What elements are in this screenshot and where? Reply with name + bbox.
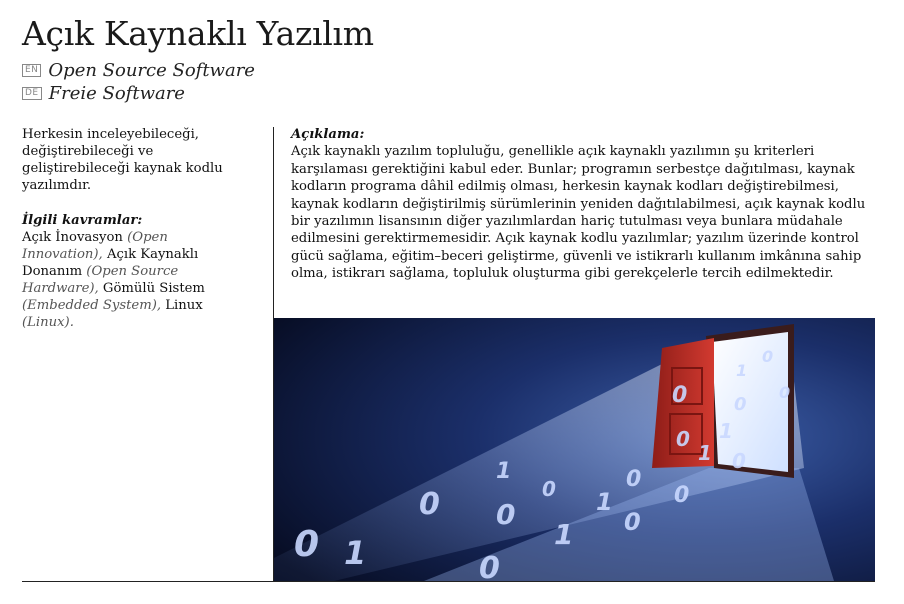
translation-text-de: Freie Software: [48, 83, 185, 104]
concept-tr: Gömülü Sistem: [102, 281, 205, 296]
description-block: [291, 126, 871, 283]
left-column: [22, 126, 250, 331]
bottom-rule: [22, 581, 875, 582]
concept-tr: Linux: [165, 298, 203, 313]
svg-text:0: 0: [674, 483, 690, 508]
page-title: Açık Kaynaklı Yazılım: [22, 14, 374, 53]
concept-en: (Linux).: [22, 315, 74, 330]
svg-text:0: 0: [672, 383, 688, 408]
description-body: Açık kaynaklı yazılım topluluğu, genellikle açık kaynaklı yazılımın şu kriterleri karşılaması gerektiğini kabul eder. Bunlar; programın serbestçe dağıtılması, kaynak kodların programa dâhil edilmiş olması, herkesin kaynak kodları değiştirebilmesi, kaynak kodların değiştirilmiş sürümlerinin yeniden dağıtılabilmesi, açık kaynak kodlu bir yazılımın lisansının diğer yazılımlardan hariç tutulması veya bunlara müdahale edilmesini gerektirmemesidir. Açık kaynak kodlu yazılımlar; yazılım üzerinde kontrol gücü sağlama, eğitim–beceri geliştirme, güvenli ve istikrarlı kullanım imkânına sahip olma, istikrarı sağlama, topluluk oluşturma gibi gerekçelerle tercih edilmektedir.: [291, 144, 866, 282]
svg-text:0: 0: [626, 467, 642, 492]
svg-text:1: 1: [344, 534, 367, 572]
svg-text:0: 0: [542, 477, 556, 501]
svg-text:0: 0: [624, 508, 641, 536]
concept-en: (Open Innovation),: [22, 230, 168, 262]
related-concepts-list: [22, 229, 250, 331]
svg-text:0: 0: [496, 498, 516, 531]
svg-text:0: 0: [762, 347, 774, 366]
description-heading: Açıklama:: [291, 127, 365, 142]
svg-text:1: 1: [719, 419, 733, 443]
definition-text: Herkesin inceleyebileceği, değiştirebileceği ve geliştirebileceği kaynak kodlu yazılımdır.: [22, 127, 223, 193]
svg-text:0: 0: [779, 383, 791, 402]
svg-text:0: 0: [734, 394, 747, 415]
language-code-en: EN: [22, 64, 41, 77]
svg-text:1: 1: [698, 441, 712, 465]
svg-text:0: 0: [294, 524, 320, 565]
related-concepts-heading: İlgili kavramlar:: [22, 213, 143, 228]
translation-text-en: Open Source Software: [48, 60, 255, 81]
concept-tr: Açık Kaynaklı Donanım: [22, 247, 199, 279]
svg-text:0: 0: [732, 449, 746, 473]
svg-text:1: 1: [496, 459, 512, 484]
svg-text:1: 1: [736, 361, 748, 380]
translation-de: [22, 83, 185, 104]
concept-tr: Açık İnovasyon: [22, 230, 123, 245]
svg-text:1: 1: [596, 488, 613, 516]
illustration-open-door-binary: [274, 318, 875, 581]
concept-en: (Open Source Hardware),: [22, 264, 179, 296]
svg-text:0: 0: [419, 487, 440, 522]
concept-en: (Embedded System),: [22, 298, 162, 313]
svg-text:1: 1: [554, 518, 574, 551]
svg-text:0: 0: [676, 427, 690, 451]
svg-text:0: 0: [479, 551, 500, 581]
translation-en: [22, 60, 255, 81]
language-code-de: DE: [22, 87, 42, 100]
